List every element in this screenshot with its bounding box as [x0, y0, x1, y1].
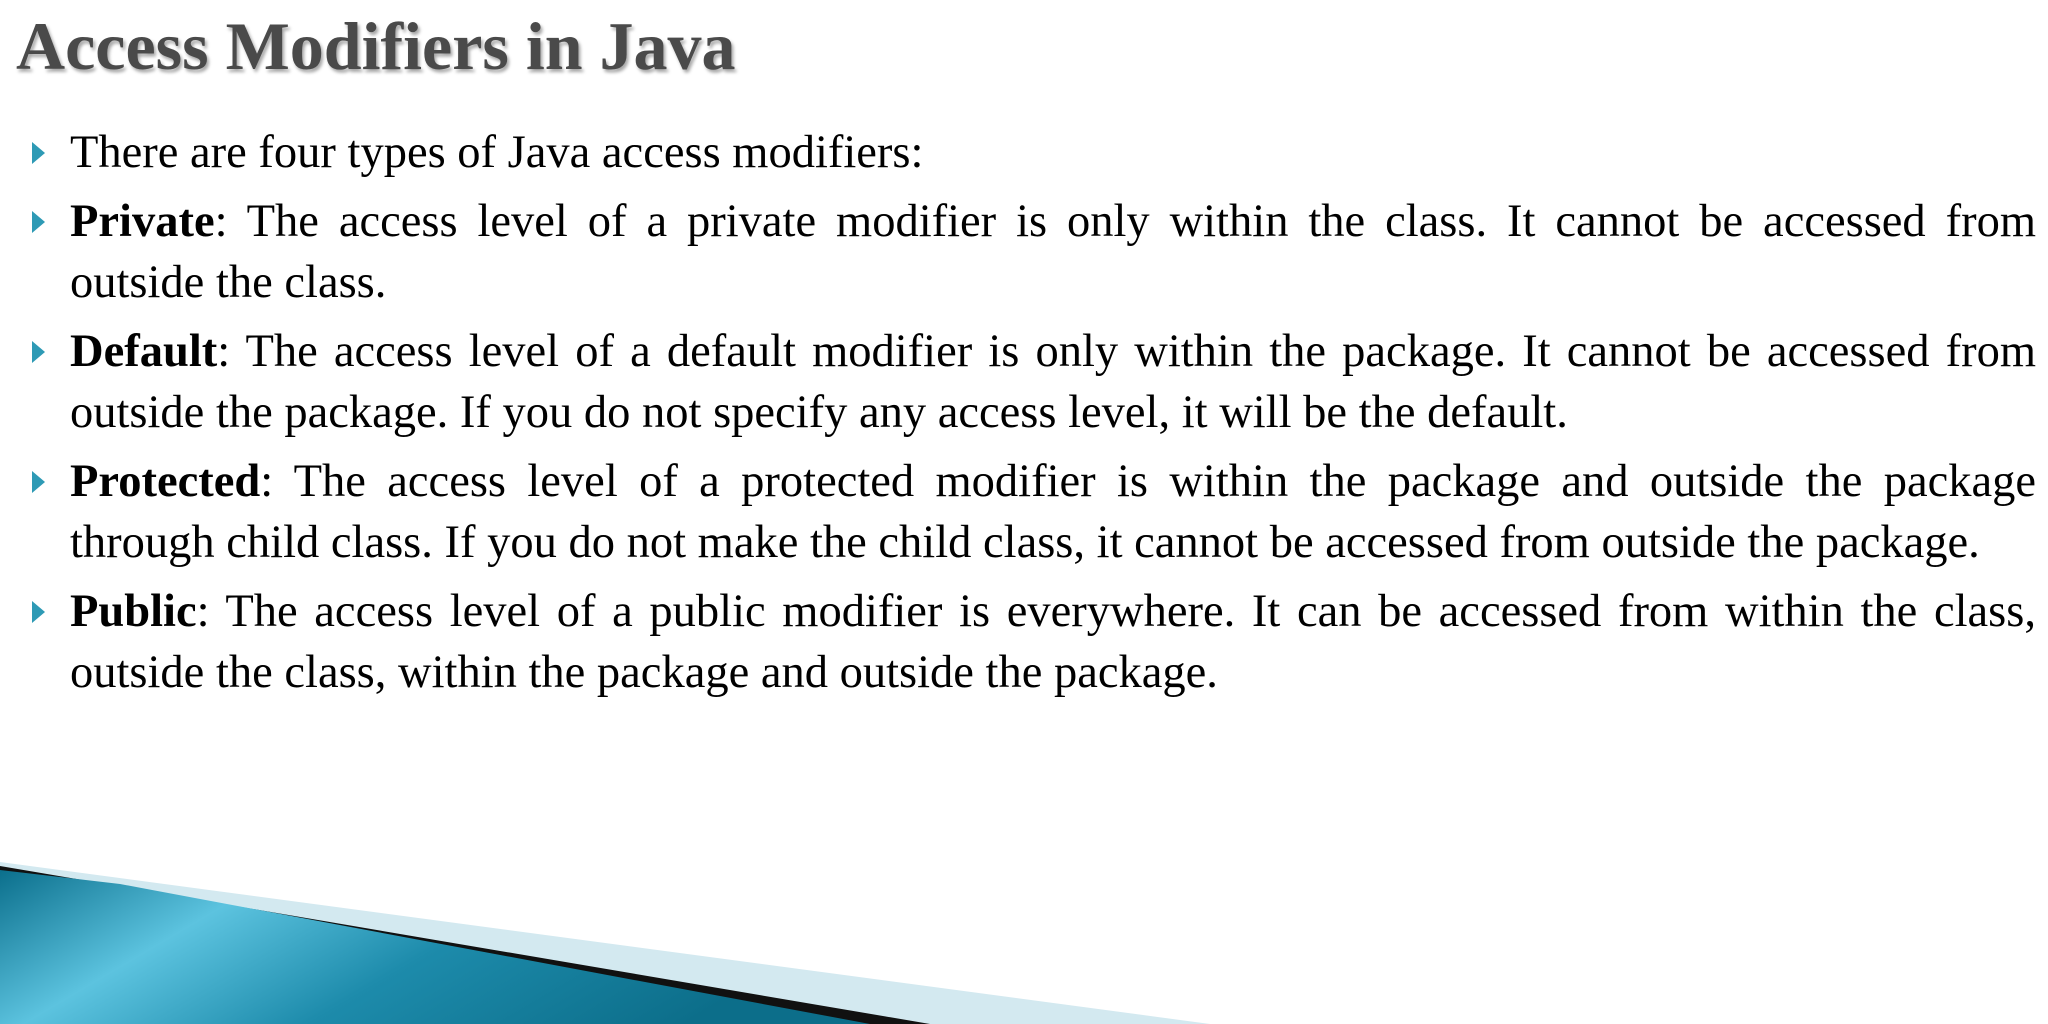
bullet-protected [26, 451, 2036, 573]
bullet-intro [26, 122, 2036, 183]
bullet-term: Protected [70, 456, 261, 507]
bullet-text: : The access level of a public modifier is everywhere. It can be accessed from within the class, outside the class, within the package and outside the package. [70, 586, 2036, 698]
bullet-list [26, 122, 2036, 711]
bullet-term: Default [70, 326, 218, 377]
triangle-right-icon [32, 142, 45, 164]
bullet-text: : The access level of a default modifier is only within the package. It cannot be accessed from outside the package. If you do not specify any access level, it will be the default. [70, 326, 2036, 438]
triangle-right-icon [32, 471, 45, 493]
swoosh-blue-band [0, 870, 870, 1024]
triangle-right-icon [32, 341, 45, 363]
bullet-default [26, 321, 2036, 443]
swoosh-pale-band [0, 862, 1210, 1024]
triangle-right-icon [32, 601, 45, 623]
bullet-public [26, 581, 2036, 703]
bullet-private [26, 191, 2036, 313]
bullet-text: There are four types of Java access modifiers: [70, 127, 924, 178]
bullet-term: Private [70, 196, 215, 247]
bullet-text: : The access level of a protected modifier is within the package and outside the package through child class. If you do not make the child class, it cannot be accessed from outside the package. [70, 456, 2036, 568]
bullet-term: Public [70, 586, 197, 637]
slide-title: Access Modifiers in Java [16, 8, 736, 84]
bullet-text: : The access level of a private modifier is only within the class. It cannot be accessed from outside the class. [70, 196, 2036, 308]
swoosh-black-band [0, 866, 930, 1024]
triangle-right-icon [32, 211, 45, 233]
